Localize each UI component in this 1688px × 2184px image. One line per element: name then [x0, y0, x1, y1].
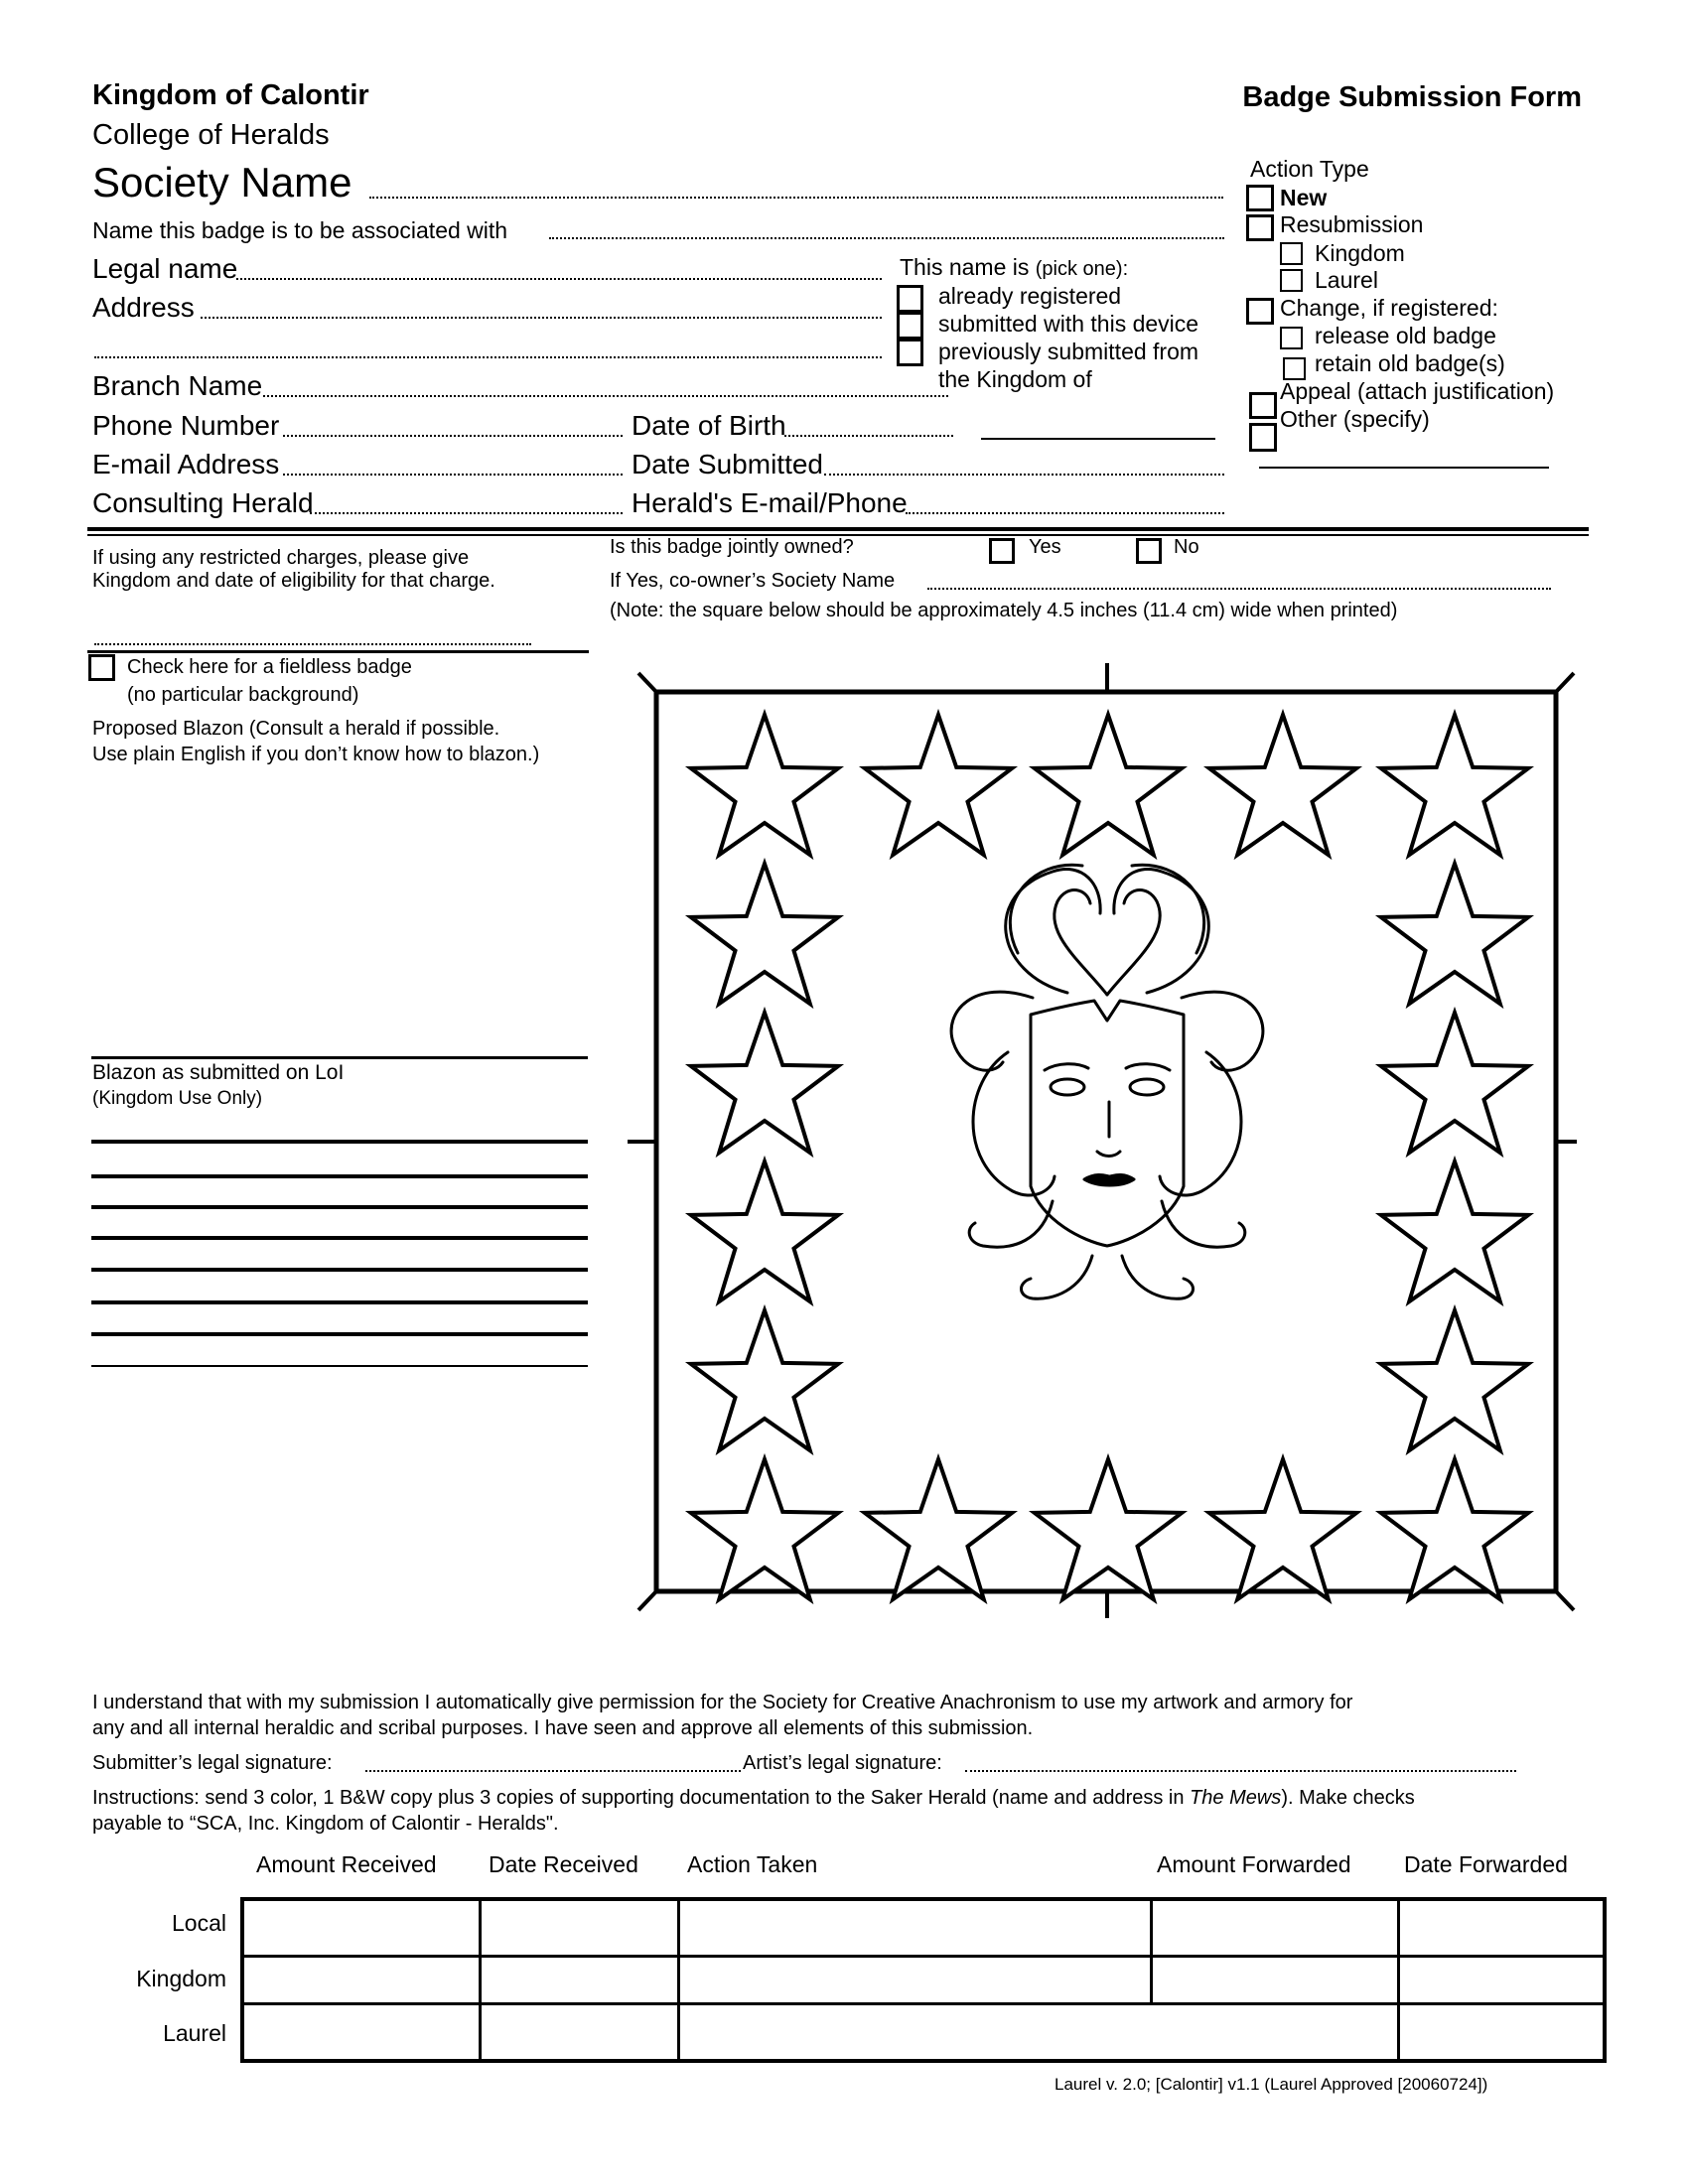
- action-type-label: Action Type: [1250, 156, 1369, 182]
- admin-row-kingdom: [242, 1956, 1605, 2004]
- col-date-received: Date Received: [489, 1851, 638, 1877]
- blazon-line-8[interactable]: [91, 1365, 588, 1367]
- local-amount-received[interactable]: [242, 1899, 480, 1956]
- option-submitted-with-device: submitted with this device: [938, 311, 1199, 337]
- blazon-line-7[interactable]: [91, 1332, 588, 1336]
- permission-line1: I understand that with my submission I automatically give permission for the Society for Creative Anachronism to use my artwork and armory for: [92, 1692, 1353, 1713]
- option-already-registered: already registered: [938, 283, 1122, 309]
- address-label: Address: [92, 292, 195, 323]
- crop-mark-top-right: [1556, 673, 1574, 692]
- blazon-submitted-sublabel: (Kingdom Use Only): [92, 1088, 263, 1109]
- crop-mark-bottom-left: [638, 1591, 656, 1610]
- jointly-owned-yes-label: Yes: [1029, 536, 1061, 558]
- dob-underline: [981, 438, 1215, 440]
- resubmission-checkbox[interactable]: [1246, 214, 1274, 241]
- admin-row-local: [242, 1899, 1605, 1956]
- email-label: E-mail Address: [92, 449, 280, 479]
- row-label-kingdom: Kingdom: [136, 1966, 226, 1991]
- appeal-checkbox[interactable]: [1249, 392, 1277, 419]
- resubmission-kingdom-label: Kingdom: [1315, 240, 1405, 266]
- release-old-badge-label: release old badge: [1315, 323, 1496, 348]
- kingdom-date-forwarded[interactable]: [1398, 1956, 1605, 2004]
- herald-contact-label: Herald's E-mail/Phone: [632, 487, 908, 518]
- dob-label: Date of Birth: [632, 410, 786, 441]
- kingdom-amount-received[interactable]: [242, 1956, 480, 2004]
- section-divider-thick: [87, 527, 1589, 531]
- fieldless-checkbox[interactable]: [88, 654, 115, 681]
- proposed-blazon-label: Proposed Blazon (Consult a herald if possible.: [92, 718, 500, 740]
- coowner-label: If Yes, co-owner’s Society Name: [610, 570, 896, 592]
- local-date-forwarded[interactable]: [1398, 1899, 1605, 1956]
- dob-input[interactable]: [784, 435, 953, 437]
- other-specify-line[interactable]: [1259, 467, 1549, 469]
- resubmission-laurel-checkbox[interactable]: [1280, 269, 1303, 292]
- kingdom-date-received[interactable]: [480, 1956, 678, 2004]
- jointly-owned-no-label: No: [1174, 536, 1199, 558]
- branch-name-input[interactable]: [263, 395, 948, 397]
- artist-signature-label: Artist’s legal signature:: [743, 1752, 942, 1774]
- associated-name-input[interactable]: [549, 237, 1224, 239]
- col-amount-received: Amount Received: [256, 1851, 437, 1877]
- instructions-line1: [92, 1787, 1415, 1810]
- size-note: (Note: the square below should be approximately 4.5 inches (11.4 cm) wide when printed): [610, 600, 1398, 621]
- already-registered-checkbox[interactable]: [897, 285, 923, 313]
- address-input-1[interactable]: [201, 317, 882, 319]
- restricted-charges-line2: Kingdom and date of eligibility for that charge.: [92, 570, 495, 592]
- crop-mark-top-left: [638, 673, 656, 692]
- form-title: Badge Submission Form: [1242, 81, 1582, 113]
- instructions-mews: The Mews: [1190, 1787, 1282, 1809]
- jointly-owned-yes-checkbox[interactable]: [989, 538, 1015, 564]
- local-action-taken[interactable]: [678, 1899, 1151, 1956]
- other-label: Other (specify): [1280, 406, 1430, 432]
- row-label-local: Local: [172, 1910, 226, 1936]
- col-date-forwarded: Date Forwarded: [1404, 1851, 1568, 1877]
- permission-line2: any and all internal heraldic and scribal purposes. I have seen and approve all elements of this submission.: [92, 1717, 1034, 1739]
- proposed-blazon-area[interactable]: [92, 774, 589, 1047]
- row-label-laurel: Laurel: [163, 2020, 226, 2046]
- college-subtitle: College of Heralds: [92, 119, 330, 151]
- new-label: New: [1280, 185, 1328, 210]
- retain-old-badge-checkbox[interactable]: [1283, 357, 1306, 380]
- coowner-input[interactable]: [927, 588, 1551, 590]
- instructions-text-end: ). Make checks: [1281, 1787, 1415, 1809]
- retain-old-badge-label: retain old badge(s): [1315, 350, 1505, 376]
- change-checkbox[interactable]: [1246, 298, 1274, 325]
- blazon-line-1[interactable]: [91, 1140, 588, 1144]
- branch-name-label: Branch Name: [92, 370, 263, 401]
- crop-mark-bottom-right: [1556, 1591, 1574, 1610]
- associated-name-label: Name this badge is to be associated with: [92, 217, 508, 243]
- herald-contact-input[interactable]: [906, 512, 1224, 514]
- other-checkbox[interactable]: [1249, 423, 1277, 452]
- release-old-badge-checkbox[interactable]: [1280, 327, 1303, 349]
- date-submitted-label: Date Submitted: [632, 449, 823, 479]
- fieldless-sublabel: (no particular background): [127, 684, 359, 706]
- version-footer: Laurel v. 2.0; [Calontir] v1.1 (Laurel Approved [20060724]): [1055, 2075, 1488, 2094]
- previously-submitted-checkbox[interactable]: [897, 339, 923, 366]
- instructions-text: Instructions: send 3 color, 1 B&W copy plus 3 copies of supporting documentation to the Saker Herald (name and address in: [92, 1787, 1191, 1809]
- blazon-line-6[interactable]: [91, 1300, 588, 1304]
- medusa-mouth: [1084, 1174, 1134, 1185]
- proposed-blazon-hint: Use plain English if you don’t know how to blazon.): [92, 744, 540, 765]
- laurel-date-received[interactable]: [480, 2004, 678, 2061]
- change-label: Change, if registered:: [1280, 295, 1498, 321]
- blazon-line-4[interactable]: [91, 1236, 588, 1240]
- option-kingdom-of: the Kingdom of: [938, 366, 1092, 392]
- local-amount-forwarded[interactable]: [1151, 1899, 1398, 1956]
- consulting-herald-input[interactable]: [310, 512, 623, 514]
- admin-table: [240, 1897, 1607, 2063]
- resubmission-kingdom-checkbox[interactable]: [1280, 242, 1303, 265]
- blazon-line-2[interactable]: [91, 1174, 588, 1178]
- address-input-2[interactable]: [94, 356, 882, 358]
- local-date-received[interactable]: [480, 1899, 678, 1956]
- col-action-taken: Action Taken: [687, 1851, 818, 1877]
- laurel-date-forwarded[interactable]: [1398, 2004, 1605, 2061]
- col-amount-forwarded: Amount Forwarded: [1157, 1851, 1351, 1877]
- blazon-submitted-rule: [91, 1056, 588, 1059]
- jointly-owned-question: Is this badge jointly owned?: [610, 536, 854, 558]
- option-previously-submitted: previously submitted from: [938, 339, 1199, 364]
- phone-label: Phone Number: [92, 410, 280, 441]
- badge-emblazon: [616, 635, 1579, 1618]
- restricted-charges-input[interactable]: [94, 643, 531, 645]
- blazon-submitted-label: Blazon as submitted on LoI: [92, 1061, 345, 1084]
- restricted-charges-rule: [87, 650, 589, 653]
- instructions-line2: payable to “SCA, Inc. Kingdom of Calontir - Heralds".: [92, 1813, 559, 1835]
- kingdom-amount-forwarded[interactable]: [1151, 1956, 1398, 2004]
- legal-name-input[interactable]: [236, 278, 882, 280]
- laurel-amount-received[interactable]: [242, 2004, 480, 2061]
- submitter-signature-label: Submitter’s legal signature:: [92, 1752, 333, 1774]
- blazon-line-5[interactable]: [91, 1268, 588, 1272]
- resubmission-label: Resubmission: [1280, 211, 1424, 237]
- jointly-owned-no-checkbox[interactable]: [1136, 538, 1162, 564]
- fieldless-label: Check here for a fieldless badge: [127, 656, 412, 678]
- email-input[interactable]: [283, 474, 623, 476]
- artist-signature-input[interactable]: [965, 1770, 1516, 1772]
- society-name-input[interactable]: [369, 197, 1223, 199]
- admin-row-laurel: [242, 2004, 1605, 2061]
- legal-name-label: Legal name: [92, 253, 238, 284]
- org-title: Kingdom of Calontir: [92, 79, 369, 111]
- date-submitted-input[interactable]: [824, 474, 1224, 476]
- consulting-herald-label: Consulting Herald: [92, 487, 314, 518]
- society-name-label: Society Name: [92, 159, 352, 205]
- name-status-hint: (pick one):: [1035, 258, 1129, 280]
- resubmission-laurel-label: Laurel: [1315, 267, 1378, 293]
- kingdom-action-taken[interactable]: [678, 1956, 1151, 2004]
- new-checkbox[interactable]: [1246, 185, 1274, 211]
- phone-input[interactable]: [283, 435, 623, 437]
- appeal-label: Appeal (attach justification): [1280, 378, 1555, 404]
- blazon-line-3[interactable]: [91, 1205, 588, 1209]
- restricted-charges-line1: If using any restricted charges, please give: [92, 547, 470, 569]
- submitted-with-device-checkbox[interactable]: [897, 312, 923, 340]
- name-status-text: This name is: [900, 254, 1030, 280]
- laurel-action-taken[interactable]: [678, 2004, 1398, 2061]
- name-status-label: [900, 254, 1128, 281]
- submitter-signature-input[interactable]: [365, 1770, 741, 1772]
